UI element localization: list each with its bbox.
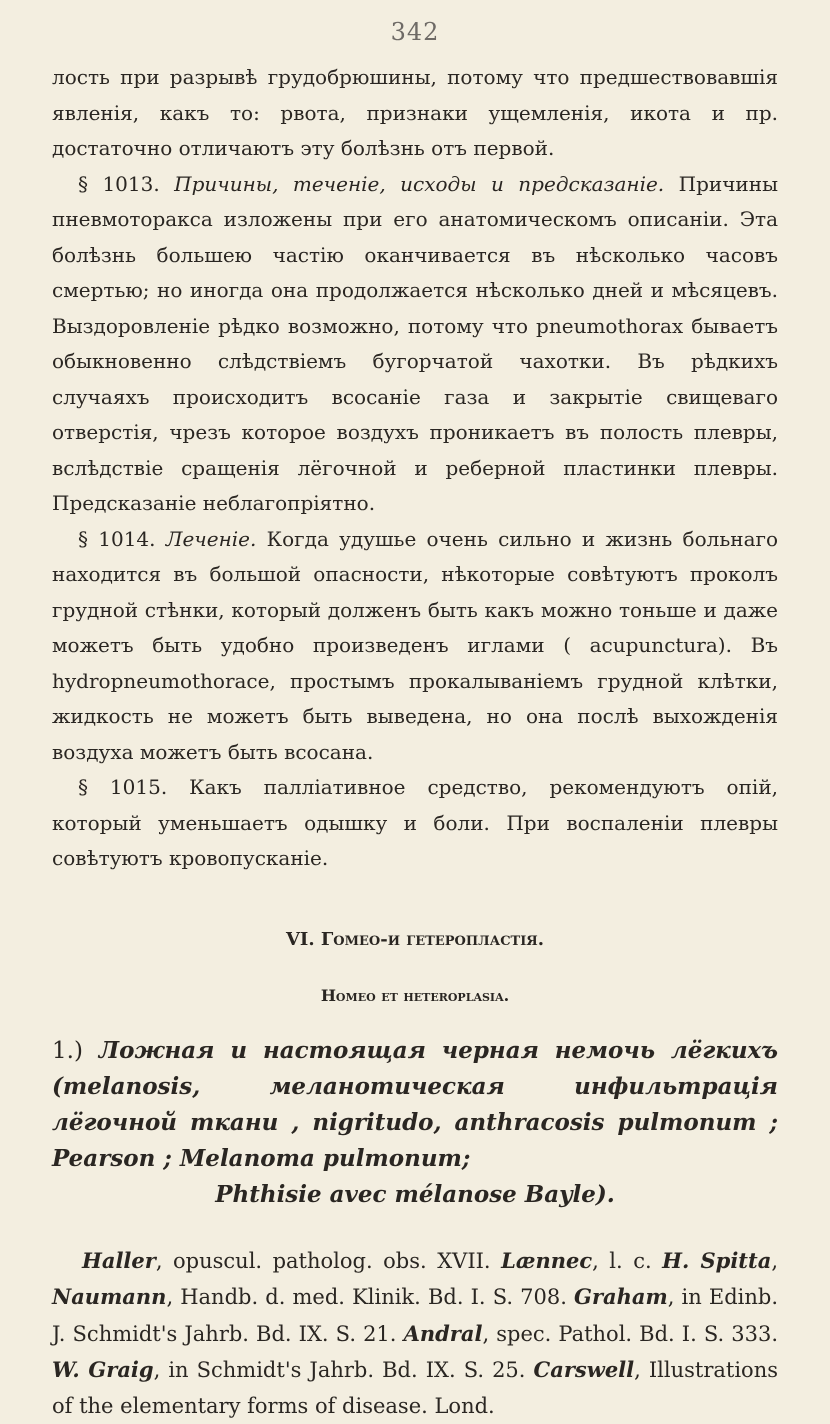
ref-text: , opuscul. patholog. obs. XVII. bbox=[156, 1249, 501, 1273]
ref-author: Graham bbox=[574, 1284, 668, 1309]
ref-text: , bbox=[771, 1249, 778, 1273]
section-1014 bbox=[52, 522, 778, 771]
ref-author: Lænnec bbox=[501, 1248, 592, 1273]
item-text: Ложная и настоящая черная немочь лёгкихъ (melanosis, меланотическая инфильтрація лёгочной ткани , nigritudo, anthracosis pulmonum ; Pearson ; Melanoma pulmonum; bbox=[52, 1037, 778, 1172]
ref-author: Carswell bbox=[534, 1357, 635, 1382]
ref-author: Andral bbox=[404, 1321, 483, 1346]
references bbox=[52, 1243, 778, 1424]
ref-text: , in Schmidt's Jahrb. Bd. IX. S. 25. bbox=[154, 1358, 534, 1382]
item-text-last: Phthisie avec mélanose Bayle). bbox=[52, 1177, 778, 1213]
ref-author: H. Spitta bbox=[662, 1248, 771, 1273]
ref-text: , l. c. bbox=[592, 1249, 662, 1273]
item-number: 1.) bbox=[52, 1038, 83, 1064]
ref-text: , in Edinb. J. Schmidt's Jahrb. Bd. IX. S. 21. bbox=[52, 1285, 778, 1346]
section-1013 bbox=[52, 167, 778, 522]
chapter-heading-latin: Homeo et heteroplasia. bbox=[52, 981, 778, 1011]
section-heading: Причины, теченіе, исходы и предсказаніе. bbox=[174, 172, 664, 196]
page-number: 342 bbox=[52, 18, 778, 46]
section-number: § 1013. bbox=[78, 172, 160, 196]
list-item-melanosis bbox=[52, 1033, 778, 1213]
ref-text: , spec. Pathol. Bd. I. S. 333. bbox=[482, 1322, 778, 1346]
section-number: § 1015. bbox=[78, 775, 167, 799]
ref-text: , Illustrations of the elementary forms of disease. Lond. bbox=[52, 1358, 778, 1418]
section-text: Причины пневмоторакса изложены при его анатомическомъ описаніи. Эта болѣзнь большею частію оканчивается въ нѣсколько часовъ смертью; но иногда она продолжается нѣсколько дней и мѣсяцевъ. Выздоровленіе рѣдко возможно, потому что pneumothorax бываетъ обыкновенно слѣдствіемъ бугорчатой чахотки. Въ рѣдкихъ случаяхъ происходитъ всосаніе газа и закрытіе свищеваго отверстія, чрезъ которое воздухъ проникаетъ въ полость плевры, вслѣдствіе сращенія лёгочной и реберной пластинки плевры. Предсказаніе неблагопріятно. bbox=[52, 172, 778, 516]
section-number: § 1014. bbox=[78, 527, 156, 551]
ref-text: , Handb. d. med. Klinik. Bd. I. S. 708. bbox=[166, 1285, 574, 1309]
section-1015 bbox=[52, 770, 778, 877]
ref-author: Haller bbox=[82, 1248, 156, 1273]
section-heading: Леченіе. bbox=[166, 527, 257, 551]
section-text: Какъ паллiативное средство, рекомендуютъ опій, который уменьшаетъ одышку и боли. При воспаленіи плевры совѣтуютъ кровопусканіе. bbox=[52, 775, 778, 870]
ref-author: W. Graig bbox=[52, 1357, 154, 1382]
chapter-heading-russian: VI. Гомео-и гетеропластія. bbox=[52, 925, 778, 955]
ref-author: Naumann bbox=[52, 1284, 166, 1309]
section-text: Когда удушье очень сильно и жизнь больнаго находится въ большой опасности, нѣкоторые совѣтуютъ проколъ грудной стѣнки, который долженъ быть какъ можно тоньше и даже можетъ быть удобно произведенъ иглами ( acupunctura). Въ hydropneumothorace, простымъ прокалываніемъ грудной клѣтки, жидкость не можетъ быть выведена, но она послѣ выхожденія воздуха можетъ быть всосана. bbox=[52, 527, 778, 764]
paragraph-continuation: лость при разрывѣ грудобрюшины, потому что предшествовавшія явленія, какъ то: рвота, признаки ущемленія, икота и пр. достаточно отличаютъ эту болѣзнь отъ первой. bbox=[52, 60, 778, 167]
